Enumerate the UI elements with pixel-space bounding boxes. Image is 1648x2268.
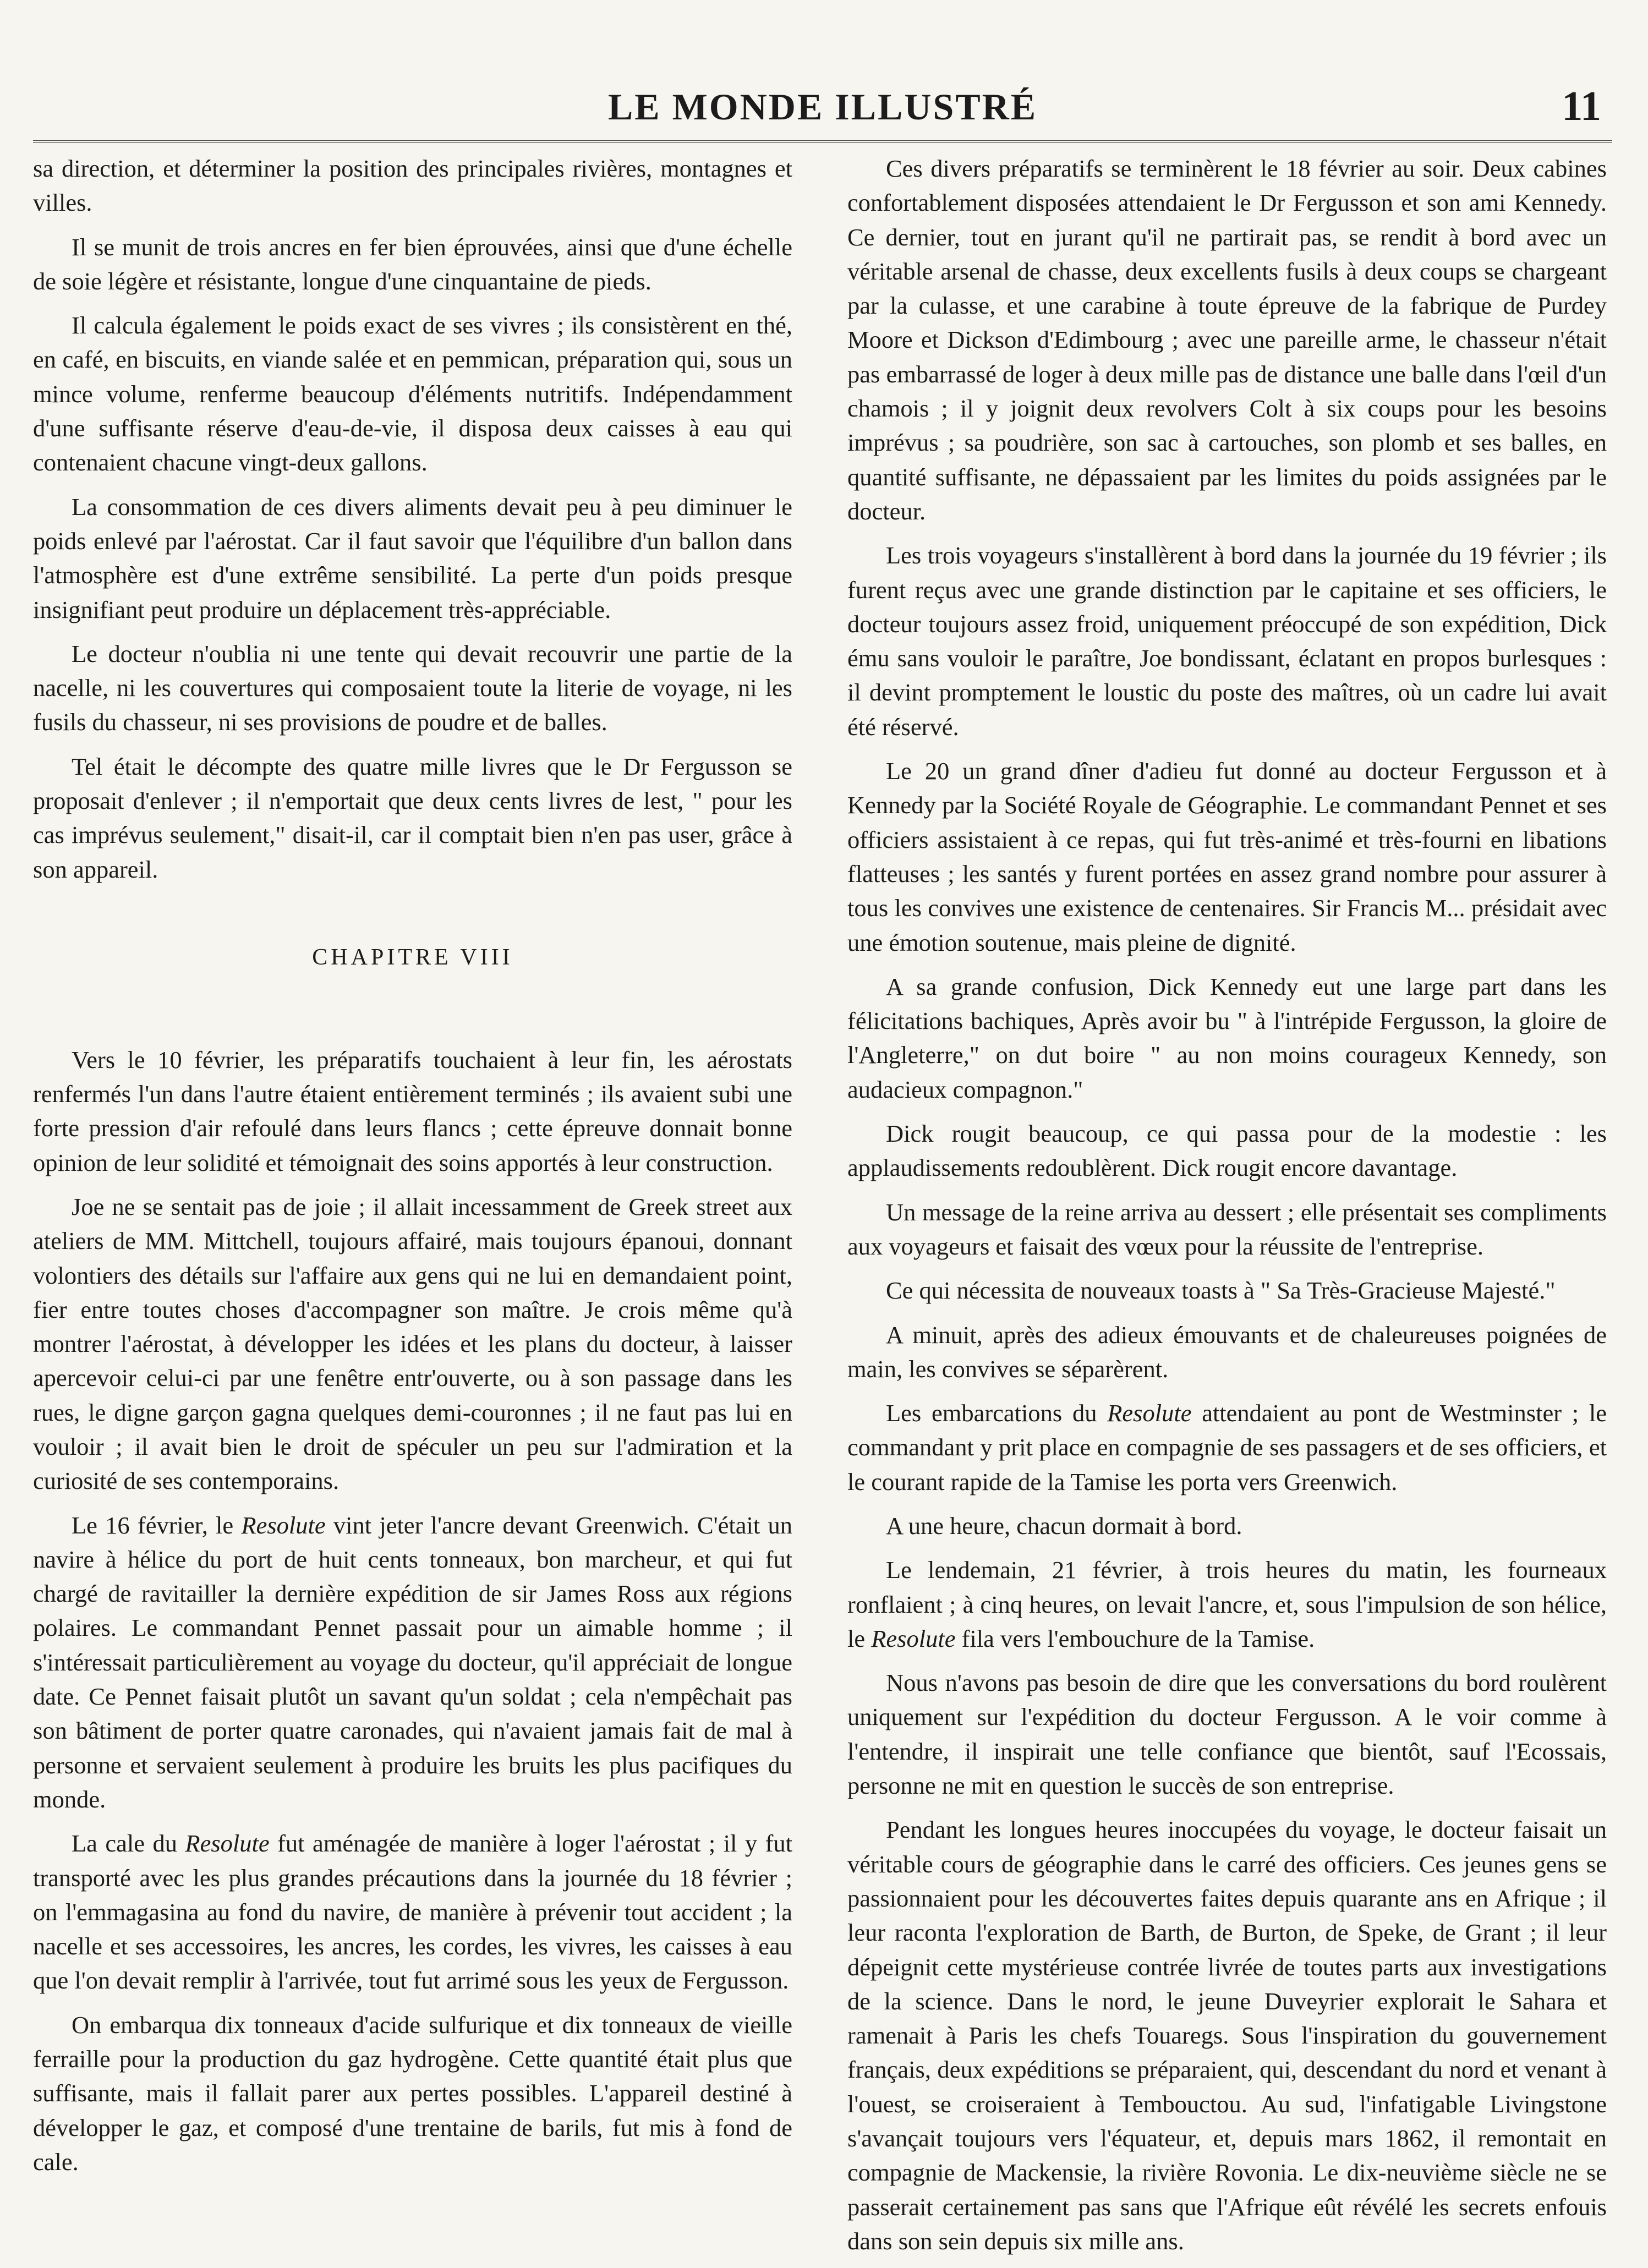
paragraph: Il calcula également le poids exact de ses vivres ; ils consistèrent en thé, en café, en biscuits, en viande salée et en pemmican, préparation qui, sous un mince volume, renferme beaucoup d'éléments nutritifs. Indépendamment d'une suffisante réserve d'eau-de-vie, il disposa deux caisses à eau qui contenaient chacune vingt-deux gallons. bbox=[33, 311, 792, 476]
paragraph: Les trois voyageurs s'installèrent à bord dans la journée du 19 février ; ils furent reçus avec une grande distinction par le capitaine et ses officiers, le docteur toujours assez froid, uniquement préoccupé de son expédition, Dick ému sans vouloir le paraître, Joe bondissant, éclatant en propos burlesques : il devint promptement le loustic du poste des maîtres, où un cadre lui avait été réservé. bbox=[847, 541, 1607, 741]
right-column bbox=[847, 151, 1607, 2268]
column-gutter bbox=[806, 151, 807, 2132]
text-run: attendaient au pont de Westminster ; le commandant y prit place en compagnie de ses passagers et de ses officiers, et le courant rapide de la Tamise les porta vers Greenwich. bbox=[847, 1399, 1607, 1495]
text-run: fut aménagée de manière à loger l'aérostat ; il y fut transporté avec les plus grandes précautions dans la journée du 18 février ; on l'emmagasina au fond du navire, de manière à prévenir tout accident ; la nacelle et ses accessoires, les ancres, les cordes, les vivres, les caisses à eau que l'on devait remplir à l'arrivée, tout fut arrimé sous les yeux de Fergusson. bbox=[33, 1829, 792, 1995]
paragraph: Dick rougit beaucoup, ce qui passa pour de la modestie : les applaudissements redoublèrent. Dick rougit encore davantage. bbox=[847, 1120, 1607, 1182]
paragraph: Tel était le décompte des quatre mille livres que le Dr Fergusson se proposait d'enlever ; il n'emportait que deux cents livres de lest, " pour les cas imprévus seulement," disait-il, car il comptait bien n'en pas user, grâce à son appareil. bbox=[33, 752, 792, 883]
paragraph bbox=[33, 1508, 792, 1817]
page-number: 11 bbox=[1562, 83, 1601, 129]
paragraph: Le docteur n'oublia ni une tente qui devait recouvrir une partie de la nacelle, ni les couvertures qui composaient toute la literie de voyage, ni les fusils du chasseur, ni ses provisions de poudre et de balles. bbox=[33, 639, 792, 736]
paragraph: sa direction, et déterminer la position des principales rivières, montagnes et villes. bbox=[33, 155, 792, 217]
paragraph: Le 20 un grand dîner d'adieu fut donné au docteur Fergusson et à Kennedy par la Société Royale de Géographie. Le commandant Pennet et ses officiers assistaient à ce repas, qui fut très-animé et très-fourni en libations flatteuses ; les santés y furent portées en assez grand nombre pour assurer à tous les convives une existence de centenaires. Sir Francis M... présidait avec une émotion soutenue, mais pleine de dignité. bbox=[847, 757, 1607, 956]
paragraph: On embarqua dix tonneaux d'acide sulfurique et dix tonneaux de vieille ferraille pour la production du gaz hydrogène. Cette quantité était plus que suffisante, mais il fallait parer aux pertes possibles. L'appareil destiné à développer le gaz, et composé d'une trentaine de barils, fut mis à fond de cale. bbox=[33, 2010, 792, 2176]
paragraph: Ce qui nécessita de nouveaux toasts à " Sa Très-Gracieuse Majesté." bbox=[886, 1277, 1556, 1305]
text-run: Le 16 février, le bbox=[72, 1511, 242, 1539]
paragraph bbox=[33, 1826, 792, 1997]
paragraph bbox=[847, 1396, 1607, 1499]
paragraph: Il se munit de trois ancres en fer bien éprouvées, ainsi que d'une échelle de soie légère et résistante, longue d'une cinquantaine de pieds. bbox=[33, 233, 792, 295]
paragraph: La consommation de ces divers aliments devait peu à peu diminuer le poids enlevé par l'aérostat. Car il faut savoir que l'équilibre d'un ballon dans l'atmosphère est d'une extrême sensibilité. La perte d'un poids presque insignifiant peut produire un déplacement très-appréciable. bbox=[33, 492, 792, 623]
chapter-heading: CHAPITRE VIII bbox=[312, 944, 513, 970]
ship-name: Resolute bbox=[1107, 1399, 1192, 1427]
left-column bbox=[33, 151, 792, 2189]
masthead-title: LE MONDE ILLUSTRÉ bbox=[607, 86, 1038, 128]
paragraph: A sa grande confusion, Dick Kennedy eut une large part dans les félicitations bachiques, Après avoir bu " à l'intrépide Fergusson, la gloire de l'Angleterre," on dut boire " au non moins courageux Kennedy, son audacieux compagnon." bbox=[847, 972, 1607, 1103]
paragraph: Joe ne se sentait pas de joie ; il allait incessamment de Greek street aux ateliers de MM. Mittchell, toujours affairé, mais toujours épanoui, donnant volontiers des détails sur l'affaire aux gens qui ne lui en demandaient point, fier entre toutes choses d'accompagner son maître. Je crois même qu'à montrer l'aérostat, à développer les idées et les plans du docteur, à laisser apercevoir celui-ci par une fenêtre entr'ouverte, ou à son passage dans les rues, le digne garçon gagna quelques demi-couronnes ; il ne faut pas lui en vouloir ; il avait bien le droit de spéculer un peu sur l'admiration et la curiosité de ses contemporains. bbox=[33, 1192, 792, 1495]
paragraph: A une heure, chacun dormait à bord. bbox=[886, 1511, 1242, 1540]
text-run: La cale du bbox=[72, 1829, 185, 1858]
paragraph: Un message de la reine arriva au dessert ; elle présentait ses compliments aux voyageurs et faisait des vœux pour la réussite de l'entreprise. bbox=[847, 1198, 1607, 1260]
ship-name: Resolute bbox=[241, 1511, 326, 1539]
paragraph bbox=[847, 1553, 1607, 1656]
ship-name: Resolute bbox=[185, 1829, 270, 1858]
text-run: Le lendemain, 21 février, à trois heures du matin, les fourneaux ronflaient ; à cinq heures, on levait l'ancre, et, sous l'impulsion de son hélice, le bbox=[847, 1556, 1607, 1652]
text-run: Les embarcations du bbox=[886, 1399, 1108, 1427]
paragraph: A minuit, après des adieux émouvants et de chaleureuses poignées de main, les convives se séparèrent. bbox=[847, 1321, 1607, 1383]
paragraph: Nous n'avons pas besoin de dire que les conversations du bord roulèrent uniquement sur l'expédition du docteur Fergusson. A le voir comme à l'entendre, il inspirait une telle confiance que bientôt, sauf l'Ecossais, personne ne mit en question le succès de son entreprise. bbox=[847, 1669, 1607, 1800]
text-run: vint jeter l'ancre devant Greenwich. C'était un navire à hélice du port de huit cents tonneaux, bon marcheur, et qui fut chargé de ravitailler la dernière expédition de sir James Ross aux régions polaires. Le commandant Pennet passait pour un aimable homme ; il s'intéressait particulièrement au voyage du docteur, qu'il appréciait de longue date. Ce Pennet faisait plutôt un savant qu'un soldat ; cela n'empêchait pas son bâtiment de porter quatre caronades, qui n'avaient jamais fait de mal à personne et servaient seulement à produire les bruits les plus pacifiques du monde. bbox=[33, 1511, 792, 1813]
paragraph: Vers le 10 février, les préparatifs touchaient à leur fin, les aérostats renfermés l'un dans l'autre étaient entièrement terminés ; ils avaient subi une forte pression d'air refoulé dans leurs flancs ; cette épreuve donnait bonne opinion de leur solidité et témoignait des soins apportés à leur construction. bbox=[33, 1045, 792, 1176]
text-run: fila vers l'embouchure de la Tamise. bbox=[955, 1624, 1315, 1652]
page-header bbox=[33, 80, 1612, 143]
ship-name: Resolute bbox=[871, 1624, 956, 1652]
paragraph: Pendant les longues heures inoccupées du voyage, le docteur faisait un véritable cours de géographie dans le carré des officiers. Ces jeunes gens se passionnaient pour les découvertes faites depuis quarante ans en Afrique ; il leur raconta l'exploration de Barth, de Burton, de Speke, de Grant ; il leur dépeignit cette mystérieuse contrée livrée de toutes parts aux investigations de la science. Dans le nord, le jeune Duveyrier explorait le Sahara et ramenait à Paris les chefs Touaregs. Sous l'inspiration du gouvernement français, deux expéditions se préparaient, qui, descendant du nord et venant à l'ouest, se croiseraient à Tembouctou. Au sud, l'infatigable Livingstone s'avançait toujours vers l'équateur, et, depuis mars 1862, il remontait en compagnie de Mackensie, la rivière Rovonia. Le dix-neuvième siècle ne se passerait certainement pas sans que l'Afrique eût révélé les secrets enfouis dans son sein depuis six mille ans. bbox=[847, 1816, 1607, 2255]
paragraph: Ces divers préparatifs se terminèrent le 18 février au soir. Deux cabines confortablement disposées attendaient le Dr Fergusson et son ami Kennedy. Ce dernier, tout en jurant qu'il ne partirait pas, se rendit à bord avec un véritable arsenal de chasse, deux excellents fusils à deux coups se chargeant par la culasse, et une carabine à toute épreuve de la fabrique de Purdey Moore et Dickson d'Edimbourg ; avec une pareille arme, le chasseur n'était pas embarrassé de loger à deux mille pas de distance une balle dans l'œil d'un chamois ; il y joignit deux revolvers Colt à six coups pour les besoins imprévus ; sa poudrière, son sac à cartouches, son plomb et ses balles, en quantité suffisante, ne dépassaient par les limites du poids assignées par le docteur. bbox=[847, 155, 1607, 525]
